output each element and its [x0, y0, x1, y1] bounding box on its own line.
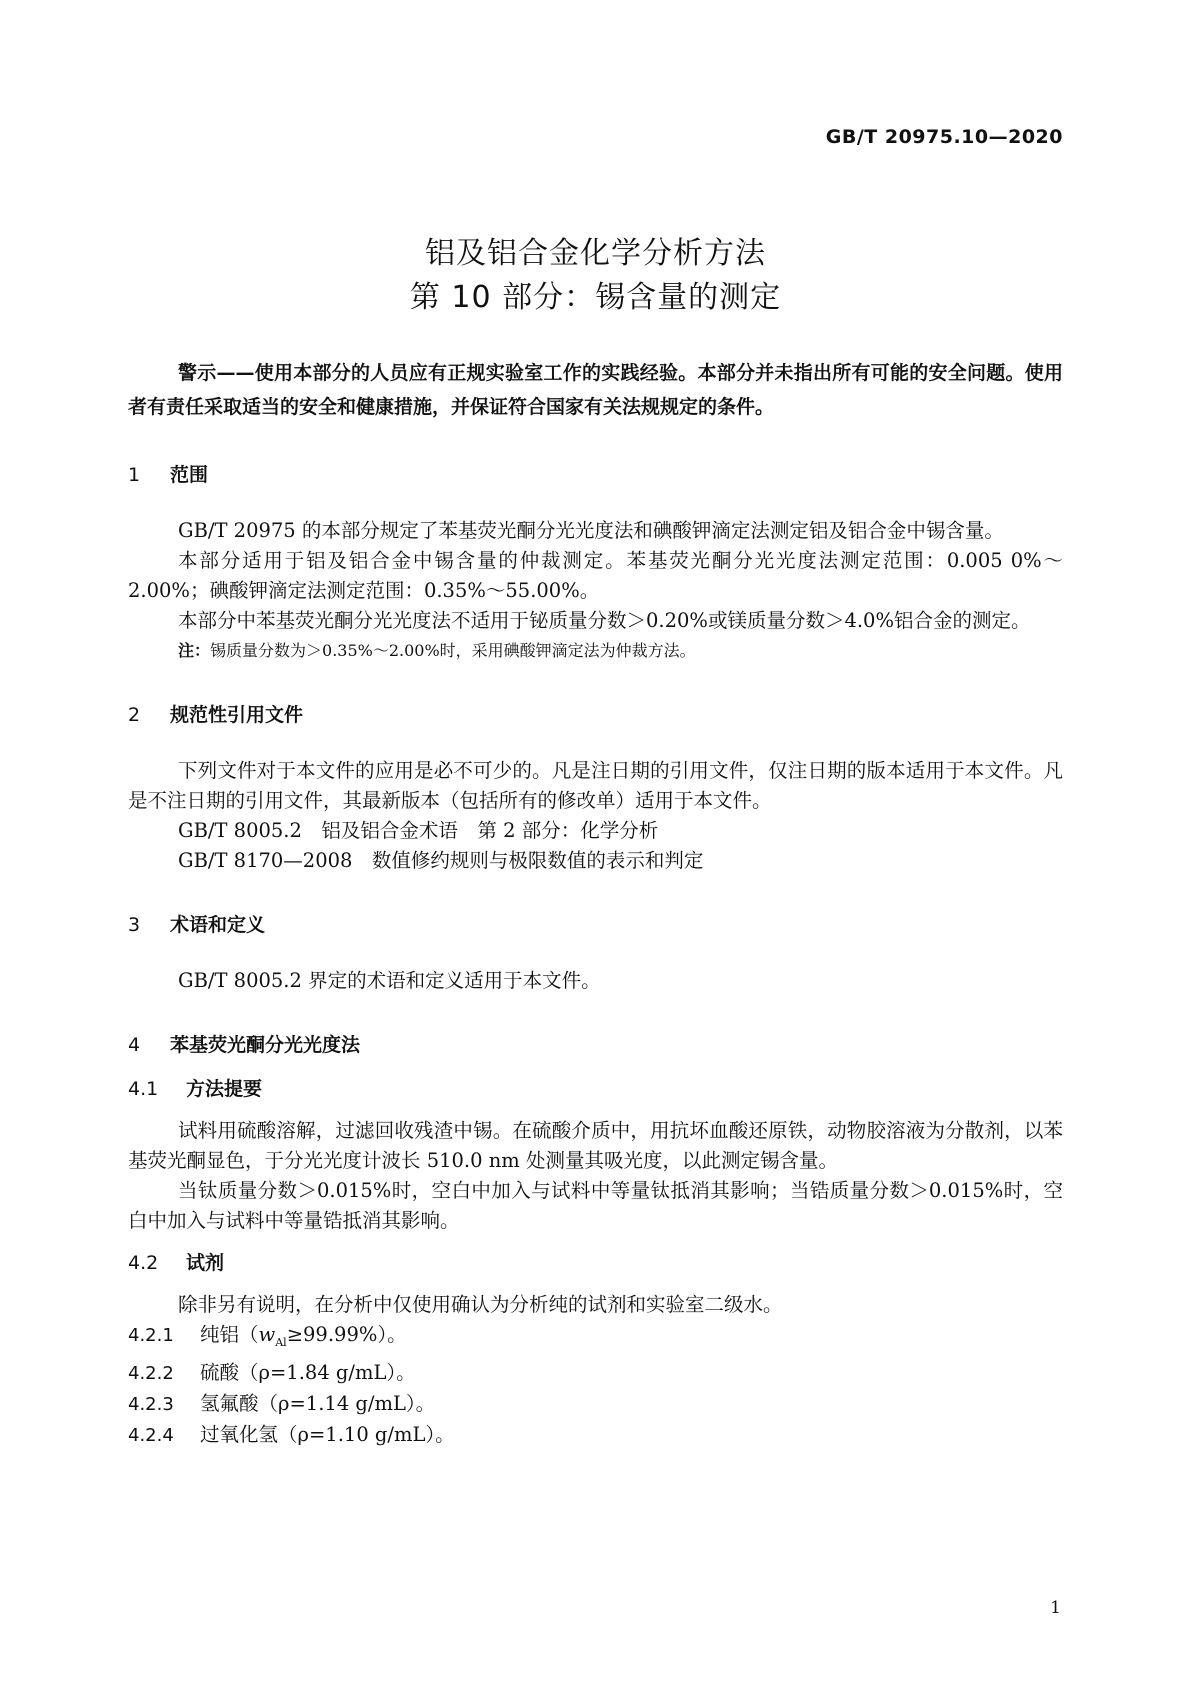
item-text: 硫酸（ρ=1.84 g/mL）。	[200, 1360, 416, 1384]
item-number: 4.2.4	[128, 1424, 174, 1446]
section-number: 4	[128, 1034, 141, 1056]
subsection-title: 试剂	[186, 1252, 225, 1274]
paragraph: 本部分中苯基荧光酮分光光度法不适用于铋质量分数＞0.20%或镁质量分数＞4.0%铝合金的测定。	[178, 609, 1031, 632]
paragraph: GB/T 8005.2 界定的术语和定义适用于本文件。	[178, 969, 601, 992]
section-title: 范围	[170, 464, 209, 486]
paragraph: 试料用硫酸溶解，过滤回收残渣中锡。在硫酸介质中，用抗坏血酸还原铁，动物胶溶液为分散剂，以苯基荧光酮显色，于分光光度计波长 510.0 nm 处测量其吸光度，以此测定锡含量。	[128, 1119, 1063, 1172]
section-title: 术语和定义	[170, 914, 266, 936]
item-text: 纯铝（	[200, 1323, 259, 1346]
section-title: 规范性引用文件	[170, 704, 304, 726]
item-variable: w	[258, 1323, 276, 1346]
standard-number: GB/T 20975.10—2020	[825, 126, 1063, 148]
item-text: 氢氟酸（ρ=1.14 g/mL）。	[200, 1391, 436, 1415]
subsection-title: 方法提要	[186, 1078, 263, 1100]
reagent-item	[128, 1320, 1063, 1358]
paragraph: 除非另有说明，在分析中仅使用确认为分析纯的试剂和实验室二级水。	[178, 1293, 783, 1316]
item-number: 4.2.1	[128, 1325, 174, 1346]
normative-reference: GB/T 8170—2008 数值修约规则与极限数值的表示和判定	[178, 849, 704, 872]
section-number: 3	[128, 914, 141, 936]
title-line-1: 铝及铝合金化学分析方法	[425, 236, 766, 271]
reagent-item	[128, 1420, 1063, 1451]
item-subscript: Al	[275, 1335, 287, 1349]
subsection-number: 4.1	[128, 1078, 159, 1100]
section-3-heading	[128, 908, 1063, 942]
section-title: 苯基荧光酮分光光度法	[170, 1034, 361, 1056]
page-number: 1	[1050, 1598, 1061, 1618]
paragraph: GB/T 20975 的本部分规定了苯基荧光酮分光光度法和碘酸钾滴定法测定铝及铝合金中锡含量。	[178, 519, 1004, 542]
section-2-heading	[128, 698, 1063, 732]
reagent-item	[128, 1389, 1063, 1420]
note-label: 注：	[178, 641, 211, 660]
normative-reference: GB/T 8005.2 铝及铝合金术语 第 2 部分：化学分析	[178, 819, 659, 842]
item-text: ≥99.99%）。	[286, 1323, 407, 1346]
item-text: 过氧化氢（ρ=1.10 g/mL）。	[200, 1422, 455, 1446]
document-title	[0, 232, 1191, 320]
document-body	[128, 356, 1063, 1451]
paragraph: 当钛质量分数＞0.015%时，空白中加入与试料中等量钛抵消其影响；当锆质量分数＞0.015%时，空白中加入与试料中等量锆抵消其影响。	[128, 1179, 1063, 1232]
section-number: 1	[128, 464, 141, 486]
section-4-heading	[128, 1028, 1063, 1062]
warning-paragraph: 警示——使用本部分的人员应有正规实验室工作的实践经验。本部分并未指出所有可能的安全问题。使用者有责任采取适当的安全和健康措施，并保证符合国家有关法规规定的条件。	[128, 362, 1063, 418]
subsection-4-2-heading	[128, 1246, 1063, 1280]
note	[178, 636, 1063, 666]
paragraph: 下列文件对于本文件的应用是必不可少的。凡是注日期的引用文件，仅注日期的版本适用于本文件。凡是不注日期的引用文件，其最新版本（包括所有的修改单）适用于本文件。	[128, 759, 1063, 812]
section-number: 2	[128, 704, 141, 726]
note-text: 锡质量分数为＞0.35%～2.00%时，采用碘酸钾滴定法为仲裁方法。	[210, 641, 696, 660]
title-line-2: 第 10 部分：锡含量的测定	[409, 280, 782, 315]
subsection-4-1-heading	[128, 1072, 1063, 1106]
item-number: 4.2.3	[128, 1393, 174, 1415]
section-1-heading	[128, 458, 1063, 492]
reagent-item	[128, 1358, 1063, 1389]
item-number: 4.2.2	[128, 1362, 174, 1384]
subsection-number: 4.2	[128, 1252, 159, 1274]
paragraph: 本部分适用于铝及铝合金中锡含量的仲裁测定。苯基荧光酮分光光度法测定范围：0.005 0%～2.00%；碘酸钾滴定法测定范围：0.35%～55.00%。	[128, 549, 1063, 602]
